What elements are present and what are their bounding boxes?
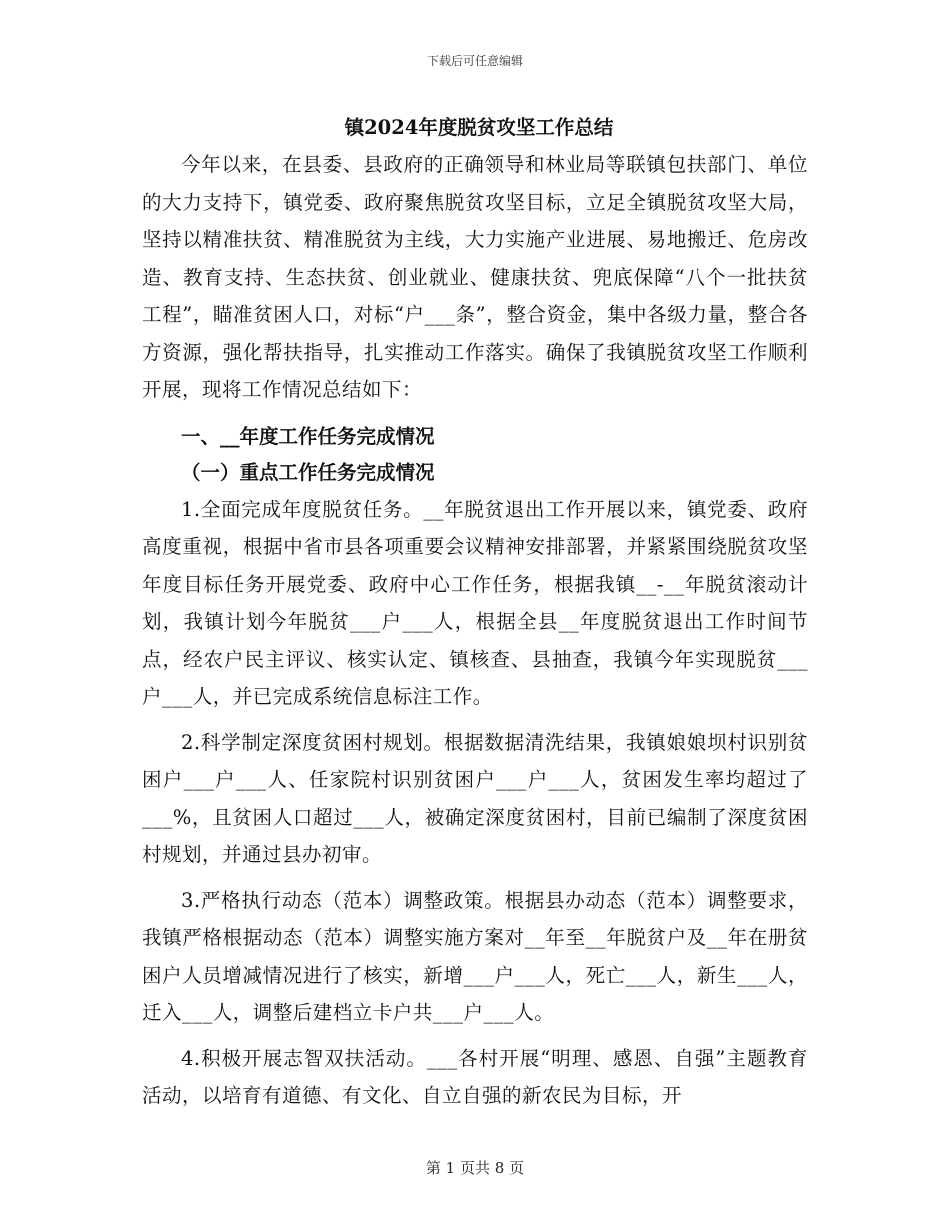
subsection-heading-1: （一）重点工作任务完成情况 (181, 460, 435, 484)
page-header-note: 下载后可任意编辑 (426, 54, 523, 68)
document-body (142, 110, 808, 1115)
item-paragraph-4: 4.积极开展志智双扶活动。___各村开展“明理、感恩、自强”主题教育活动，以培育有道德、有文化、自立自强的新农民为目标，开 (142, 1046, 808, 1107)
page-number: 第 1 页共 8 页 (425, 1159, 525, 1177)
item-paragraph-3: 3.严格执行动态（范本）调整政策。根据县办动态（范本）调整要求，我镇严格根据动态（范本）调整实施方案对__年至__年脱贫户及__年在册贫困户人员增减情况进行了核实，新增___户___人，死亡___人，新生___人，迁入___人，调整后建档立卡户共___户___人。 (142, 888, 808, 1024)
section-heading-1: 一、__年度工作任务完成情况 (181, 424, 435, 448)
item-paragraph-1: 1.全面完成年度脱贫任务。__年脱贫退出工作开展以来，镇党委、政府高度重视，根据中省市县各项重要会议精神安排部署，并紧紧围绕脱贫攻坚年度目标任务开展党委、政府中心工作任务，根据我镇__-__年脱贫滚动计划，我镇计划今年脱贫___户___人，根据全县__年度脱贫退出工作时间节点，经农户民主评议、核实认定、镇核查、县抽查，我镇今年实现脱贫___户___人，并已完成系统信息标注工作。 (142, 497, 808, 708)
item-paragraph-2: 2.科学制定深度贫困村规划。根据数据清洗结果，我镇娘娘坝村识别贫困户___户___人、任家院村识别贫困户___户___人，贫困发生率均超过了___%，且贫困人口超过___人，被确定深度贫困村，目前已编制了深度贫困村规划，并通过县办初审。 (142, 730, 808, 866)
intro-paragraph: 今年以来，在县委、县政府的正确领导和林业局等联镇包扶部门、单位的大力支持下，镇党委、政府聚焦脱贫攻坚目标，立足全镇脱贫攻坚大局，坚持以精准扶贫、精准脱贫为主线，大力实施产业进展、易地搬迁、危房改造、教育支持、生态扶贫、创业就业、健康扶贫、兜底保障“八个一批扶贫工程”，瞄准贫困人口，对标“户___条”，整合资金，集中各级力量，整合各方资源，强化帮扶指导，扎实推动工作落实。确保了我镇脱贫攻坚工作顺利开展，现将工作情况总结如下： (142, 153, 808, 401)
document-title: 镇2024年度脱贫攻坚工作总结 (344, 116, 614, 139)
